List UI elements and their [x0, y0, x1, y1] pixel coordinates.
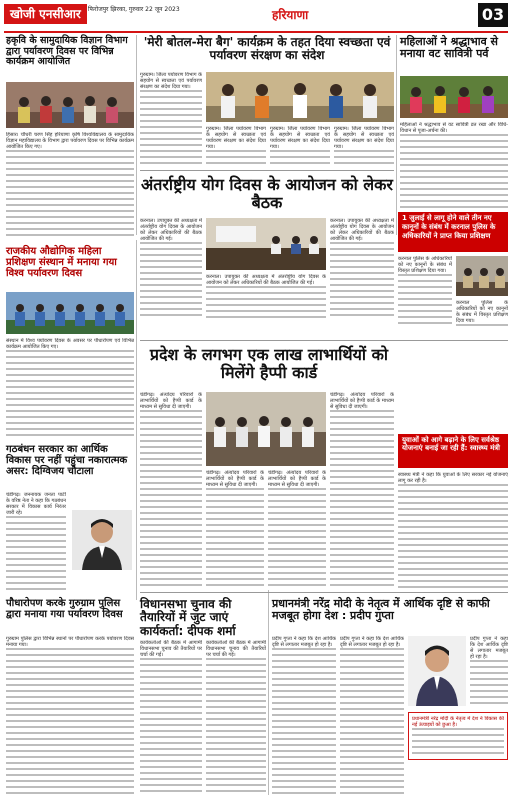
article-body: प्रदीप गुप्ता ने कहा कि देश आर्थिक दृष्टि से लगातार मजबूत हो रहा है। [470, 636, 508, 706]
column-divider [396, 35, 397, 235]
dateline: फिरोजपुर झिरका, गुरुवार 22 जून 2023 [88, 6, 180, 13]
article-body: चंडीगढ़। अंत्योदय परिवारों के लाभार्थियों को हैप्पी कार्ड के माध्यम से सुविधा दी जाएगी। [140, 392, 202, 586]
article-body: कार्यकर्ताओं की बैठक में आगामी विधानसभा चुनाव की तैयारियों पर चर्चा की गई। [140, 640, 202, 794]
brand-logo: खोजी एनसीआर [4, 4, 87, 24]
article-body: चंडीगढ़। अंत्योदय परिवारों के लाभार्थियों को हैप्पी कार्ड के माध्यम से सुविधा दी जाएगी। [206, 470, 264, 586]
article-headline: राजकीय औद्योगिक महिला प्रशिक्षण संस्थान में मनाया गया विश्व पर्यावरण दिवस [6, 246, 117, 280]
column-divider [136, 35, 137, 235]
article-headline: पौधारोपण करके गुरुग्राम पुलिस द्वारा मनाया गया पर्यावरण दिवस [6, 598, 123, 621]
article-headline: प्रदेश के लगभग एक लाख लाभार्थियों को मिलेंगे हैप्पी कार्ड [149, 345, 389, 382]
article-headline: विधानसभा चुनाव की तैयारियों में जुट जाएं कार्यकर्ता: दीपक शर्मा [140, 597, 236, 638]
article-body: गुरुग्राम। जिला पर्यावरण विभाग के सहयोग से स्वच्छता एवं पर्यावरण संरक्षण का संदेश दिया गया। [206, 126, 266, 168]
article-body: संस्थान में विश्व पर्यावरण दिवस के अवसर पर पौधारोपण एवं विभिन्न कार्यक्रम आयोजित किए गए। [6, 338, 134, 440]
article-headline: 'मेरी बोतल-मेरा बैग' कार्यक्रम के तहत दिया स्वच्छता एवं पर्यावरण संरक्षण का संदेश [143, 35, 391, 63]
quote-text: प्रधानमंत्री नरेंद्र मोदी के नेतृत्व में देश ने विकास की नई ऊंचाइयों को छुआ है। [412, 716, 504, 756]
article-photo [400, 76, 508, 118]
article-body: करनाल। उपायुक्त की अध्यक्षता में अंतर्राष्ट्रीय योग दिवस के आयोजन को लेकर अधिकारियों की बैठक आयोजित की गई। [140, 218, 202, 318]
article-photo [206, 392, 326, 466]
section-divider [140, 592, 508, 593]
news-banner: युवाओं को आगे बढ़ाने के लिए सर्वश्रेष्ठ योजनाएं बनाई जा रही हैं: स्वास्थ्य मंत्री [398, 434, 508, 468]
news-banner: 1 जुलाई से लागू होने वाले तीन नए कानूनों के संबंध में करनाल पुलिस के अधिकारियों ने प्राप्त किया प्रशिक्षण [398, 212, 508, 252]
person-photo [72, 510, 132, 570]
article-headline: गठबंधन सरकार का आर्थिक विकास पर नहीं पहुंचा नकारात्मक असर: दिग्विजय चौटाला [6, 444, 128, 478]
article-body: प्रदीप गुप्ता ने कहा कि देश आर्थिक दृष्टि से लगातार मजबूत हो रहा है। [272, 636, 336, 794]
article-body: चंडीगढ़। जननायक जनता पार्टी के वरिष्ठ नेता ने कहा कि गठबंधन सरकार में विकास कार्य निरंतर जारी रहे। [6, 492, 66, 594]
page-number: 03 [478, 3, 508, 27]
article-body: गुरुग्राम। जिला पर्यावरण विभाग के सहयोग से स्वच्छता एवं पर्यावरण संरक्षण का संदेश दिया गया। [334, 126, 394, 168]
article-body: स्वास्थ्य मंत्री ने कहा कि युवाओं के लिए सरकार नई योजनाएं लागू कर रही है। [398, 472, 508, 588]
article-body: गुरुग्राम पुलिस द्वारा विभिन्न स्थानों पर पौधारोपण करके पर्यावरण दिवस मनाया गया। [6, 636, 134, 794]
section-divider [140, 340, 508, 341]
article-body: प्रदीप गुप्ता ने कहा कि देश आर्थिक दृष्टि से लगातार मजबूत हो रहा है। [340, 636, 404, 794]
article-headline: हकृवि के सामुदायिक विज्ञान विभाग द्वारा पर्यावरण दिवस पर विभिन्न कार्यक्रम आयोजित [6, 35, 128, 68]
column-divider [268, 590, 269, 795]
article-body: हिसार। चौधरी चरण सिंह हरियाणा कृषि विश्वविद्यालय के सामुदायिक विज्ञान महाविद्यालय के विभाग द्वारा पर्यावरण दिवस पर विभिन्न कार्यक्रम आयोजित किए गए। [6, 132, 134, 240]
article-headline: महिलाओं ने श्रद्धाभाव से मनाया वट सावित्री पर्व [400, 35, 498, 61]
article-body: चंडीगढ़। अंत्योदय परिवारों के लाभार्थियों को हैप्पी कार्ड के माध्यम से सुविधा दी जाएगी। [330, 392, 394, 586]
article-body: चंडीगढ़। अंत्योदय परिवारों के लाभार्थियों को हैप्पी कार्ड के माध्यम से सुविधा दी जाएगी। [268, 470, 326, 586]
article-body: महिलाओं ने श्रद्धाभाव से वट सावित्री व्रत रखा और विधि-विधान से पूजा-अर्चना की। [400, 122, 508, 208]
article-photo [456, 256, 508, 296]
article-body: गुरुग्राम। जिला पर्यावरण विभाग के सहयोग से स्वच्छता एवं पर्यावरण संरक्षण का संदेश दिया गया। [140, 72, 202, 168]
article-photo [6, 292, 134, 334]
article-photo [206, 218, 326, 270]
masthead-rule [4, 31, 508, 33]
person-photo [408, 636, 466, 706]
article-body: करनाल। उपायुक्त की अध्यक्षता में अंतर्राष्ट्रीय योग दिवस के आयोजन को लेकर अधिकारियों की बैठक आयोजित की गई। [206, 274, 326, 318]
article-photo [6, 82, 134, 128]
column-divider [136, 240, 137, 600]
article-photo [206, 72, 394, 122]
article-body: करनाल पुलिस के अधिकारियों को नए कानूनों के संबंध में विस्तृत प्रशिक्षण दिया गया। [398, 256, 452, 326]
masthead [0, 0, 512, 34]
article-body: करनाल पुलिस के अधिकारियों को नए कानूनों के संबंध में विस्तृत प्रशिक्षण दिया गया। [456, 300, 508, 324]
article-body: गुरुग्राम। जिला पर्यावरण विभाग के सहयोग से स्वच्छता एवं पर्यावरण संरक्षण का संदेश दिया गया। [270, 126, 330, 168]
section-title: हरियाणा [272, 8, 309, 22]
article-body: करनाल। उपायुक्त की अध्यक्षता में अंतर्राष्ट्रीय योग दिवस के आयोजन को लेकर अधिकारियों की बैठक आयोजित की गई। [330, 218, 394, 318]
article-headline: प्रधानमंत्री नरेंद्र मोदी के नेतृत्व में आर्थिक दृष्टि से काफी मजबूत होगा देश : प्रदीप गुप्ता [272, 597, 490, 623]
section-divider [140, 170, 394, 171]
article-body: कार्यकर्ताओं की बैठक में आगामी विधानसभा चुनाव की तैयारियों पर चर्चा की गई। [206, 640, 266, 794]
article-headline: अंतर्राष्ट्रीय योग दिवस के आयोजन को लेकर बैठक [141, 175, 393, 212]
quote-box [408, 712, 508, 760]
